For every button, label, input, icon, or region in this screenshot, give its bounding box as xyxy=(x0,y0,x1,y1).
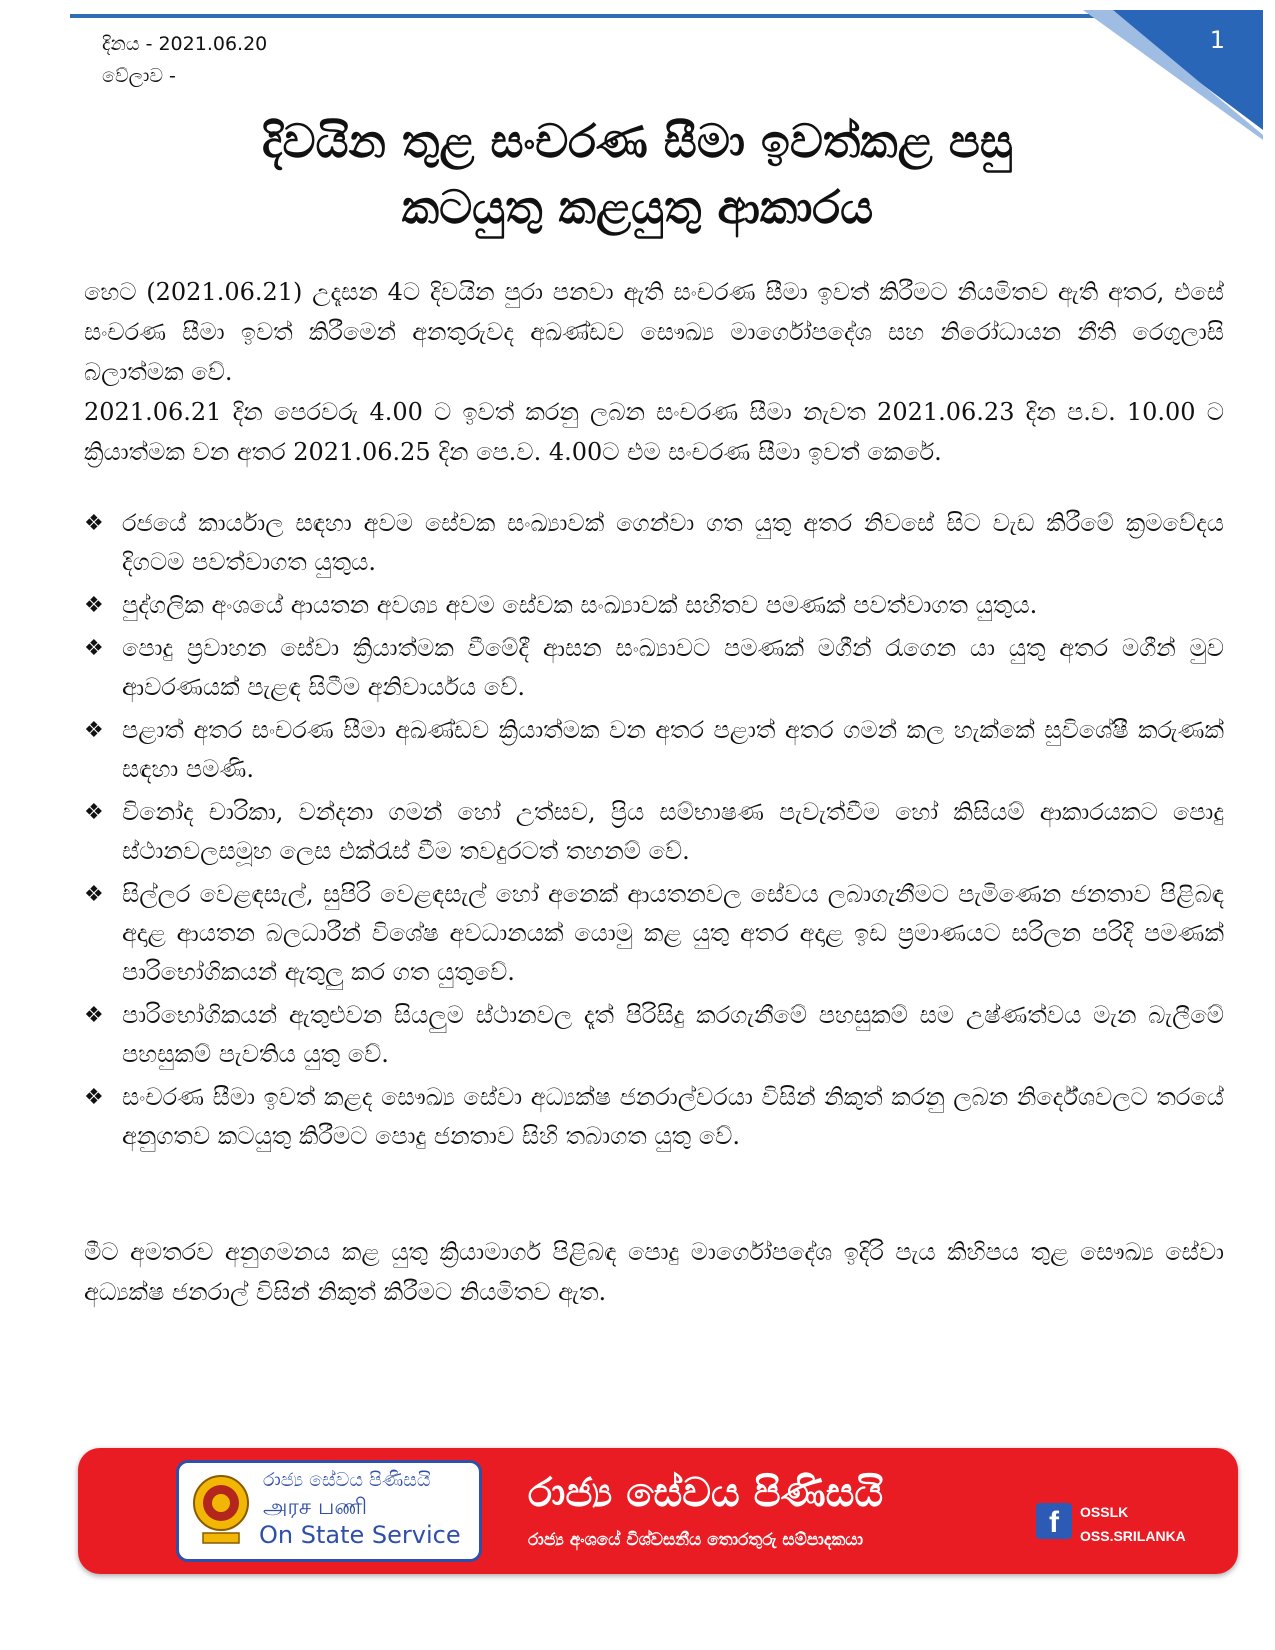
facebook-icon[interactable]: f xyxy=(1036,1503,1072,1539)
list-item-text: පොදු ප්‍රවාහන සේවා ක්‍රියාත්මක වීමේදී ආසන සංඛ්‍යාවට පමණක් මගීන් රැගෙන යා යුතු අතර මගීන් මුව ආවරණයක් පැළඳ සිටීම අනිවාර්යය වේ. xyxy=(122,634,1224,701)
oss-logo xyxy=(176,1460,482,1562)
page-number: 1 xyxy=(1209,26,1225,54)
diamond-bullet-icon: ❖ xyxy=(84,636,104,661)
diamond-bullet-icon: ❖ xyxy=(84,718,104,743)
time-line: වේලාව - xyxy=(102,65,176,87)
diamond-bullet-icon: ❖ xyxy=(84,593,104,618)
diamond-bullet-icon: ❖ xyxy=(84,1003,104,1028)
header-rule xyxy=(70,14,1245,18)
intro-section xyxy=(84,272,1224,472)
footer-banner xyxy=(78,1448,1238,1574)
intro-paragraph-2: 2021.06.21 දින පෙරවරු 4.00 ට ඉවත් කරනු ලබන සංචරණ සීමා නැවත 2021.06.23 දින ප.ව. 10.00 ට ක්‍රියාත්මක වන අතර 2021.06.25 දින පෙ.ව. 4.00ට එම සංචරණ සීමා ඉවත් කෙරේ. xyxy=(84,398,1224,466)
intro-paragraph-1: හෙට (2021.06.21) උදෑසන 4ට දිවයින පුරා පනවා ඇති සංචරණ සීමා ඉවත් කිරීමට නියමිතව ඇති අතර, එසේ සංචරණ සීමා ඉවත් කිරීමෙන් අනතුරුවද අඛණ්ඩව සෞඛ්‍ය මාර්ගෝපදේශ සහ නිරෝධායන නීති රෙගුලාසි බලාත්මක වේ. xyxy=(84,278,1224,386)
brand-tagline: රාජ්‍ය අංශයේ විශ්වසනීය තොරතුරු සම්පාදකයා xyxy=(528,1530,864,1550)
list-item-text: සිල්ලර වෙළඳසැල්, සුපිරි වෙළඳසැල් හෝ අනෙක් ආයතනවල සේවය ලබාගැනීමට පැමිණෙන ජනතාව පිළිබඳ අදාළ ආයතන බලධාරීන් විශේෂ අවධානයක් යොමු කළ යුතු අතර අදාළ ඉඩ ප්‍රමාණයට සරිලන පරිදි පමණක් පාරිභෝගිකයන් ඇතුලු කර ගත යුතුවේ. xyxy=(122,880,1224,986)
list-item-text: පුද්ගලික අංශයේ ආයතන අවශ්‍ය අවම සේවක සංඛ්‍යාවක් සහිතව පමණක් පවත්වාගත යුතුය. xyxy=(122,591,1038,619)
national-emblem-icon xyxy=(189,1473,253,1549)
list-item-text: පාරිභෝගිකයන් ඇතුළුවන සියලුම ස්ථානවල දෑත් පිරිසිදු කරගැනීමේ පහසුකම් සම උෂ්ණත්වය මැන බැලීමේ පහසුකම් පැවතිය යුතු වේ. xyxy=(122,1001,1224,1068)
logo-english-text: On State Service xyxy=(259,1521,461,1549)
list-item xyxy=(84,504,1224,582)
document-meta xyxy=(102,28,267,92)
guideline-list xyxy=(84,504,1224,1160)
logo-sinhala-text: රාජ්‍ය සේවය පිණිසයි xyxy=(263,1469,431,1491)
logo-tamil-text: அரச பணி xyxy=(263,1495,368,1520)
list-item xyxy=(84,875,1224,992)
list-item-text: පළාත් අතර සංචරණ සීමා අඛණ්ඩව ක්‍රියාත්මක වන අතර පළාත් අතර ගමන් කල හැක්කේ සුවිශේෂී කරුණක් සඳහා පමණි. xyxy=(122,716,1224,783)
date-line: දිනය - 2021.06.20 xyxy=(102,33,268,55)
closing-paragraph: මීට අමතරව අනුගමනය කළ යුතු ක්‍රියාමාර්ග පිළිබඳ පොදු මාර්ගෝපදේශ ඉදිරි පැය කිහිපය තුළ සෞඛ්‍ය සේවා අධ්‍යක්ෂ ජනරාල් විසින් නිකුත් කිරීමට නියමිතව ඇත. xyxy=(84,1238,1224,1306)
title-line-1: දිවයින තුළ සංචරණ සීමා ඉවත්කළ පසු xyxy=(262,114,1013,168)
list-item xyxy=(84,629,1224,707)
title-line-2: කටයුතු කළයුතු ආකාරය xyxy=(401,180,874,234)
list-item-text: සංචරණ සීමා ඉවත් කළද සෞඛ්‍ය සේවා අධ්‍යක්ෂ ජනරාල්වරයා විසින් නිකුත් කරනු ලබන නිර්දේශවලට තරයේ අනුගතව කටයුතු කිරීමට පොදු ජනතාව සිහි තබාගත යුතු වේ. xyxy=(122,1083,1224,1150)
list-item-text: රජයේ කාර්යාල සඳහා අවම සේවක සංඛ්‍යාවක් ගෙන්වා ගත යුතු අතර නිවසේ සිට වැඩ කිරීමේ ක්‍රමවේදය දිගටම පවත්වාගත යුතුය. xyxy=(122,509,1224,576)
brand-name: රාජ්‍ය සේවය පිණිසයි xyxy=(528,1470,884,1516)
page-title xyxy=(0,108,1275,240)
list-item xyxy=(84,711,1224,789)
diamond-bullet-icon: ❖ xyxy=(84,882,104,907)
facebook-handle[interactable]: OSSLK xyxy=(1080,1504,1129,1520)
list-item xyxy=(84,793,1224,871)
diamond-bullet-icon: ❖ xyxy=(84,511,104,536)
list-item xyxy=(84,1078,1224,1156)
list-item-text: විනෝද චාරිකා, වන්දනා ගමන් හෝ උත්සව, ප්‍රිය සම්භාෂණ පැවැත්වීම හෝ කිසියම් ආකාරයකට පොදු ස්ථානවලසමූහ ලෙස එක්රැස් වීම තවදුරටත් තහනම් වේ. xyxy=(122,798,1224,865)
facebook-page-name[interactable]: OSS.SRILANKA xyxy=(1080,1528,1186,1544)
diamond-bullet-icon: ❖ xyxy=(84,1085,104,1110)
diamond-bullet-icon: ❖ xyxy=(84,800,104,825)
list-item xyxy=(84,586,1224,625)
list-item xyxy=(84,996,1224,1074)
